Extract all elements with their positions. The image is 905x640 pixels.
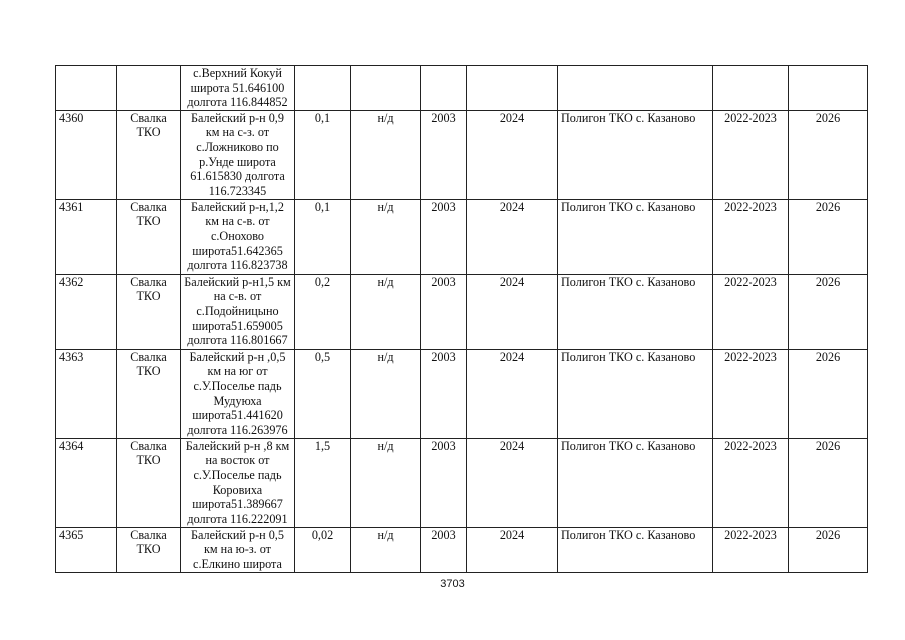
- cell-start-year: 2003: [421, 110, 467, 199]
- cell-close-year: 2024: [467, 527, 558, 572]
- cell-volume: [351, 66, 421, 111]
- table-row: [56, 527, 868, 572]
- cell-destination: Полигон ТКО с. Казаново: [558, 527, 713, 572]
- cell-area: 0,1: [295, 110, 351, 199]
- cell-end-year: 2026: [789, 438, 868, 527]
- cell-type: Свалка ТКО: [117, 349, 181, 438]
- cell-close-year: 2024: [467, 349, 558, 438]
- page-number: 3703: [440, 578, 465, 590]
- table-row: [56, 349, 868, 438]
- cell-end-year: 2026: [789, 110, 868, 199]
- cell-end-year: 2026: [789, 527, 868, 572]
- cell-id: 4365: [56, 527, 117, 572]
- cell-plan-years: 2022-2023: [713, 438, 789, 527]
- cell-plan-years: 2022-2023: [713, 199, 789, 274]
- cell-location: Балейский р-н ,8 км на восток от с.У.Поселье падь Коровиха широта51.389667 долгота 116.222091: [181, 438, 295, 527]
- cell-location: Балейский р-н 0,5 км на ю-з. от с.Елкино широта: [181, 527, 295, 572]
- cell-destination: Полигон ТКО с. Казаново: [558, 274, 713, 349]
- cell-location: Балейский р-н 0,9 км на с-з. от с.Ложниково по р.Унде широта 61.615830 долгота 116.723345: [181, 110, 295, 199]
- cell-id: 4362: [56, 274, 117, 349]
- cell-end-year: 2026: [789, 199, 868, 274]
- cell-type: Свалка ТКО: [117, 438, 181, 527]
- cell-start-year: 2003: [421, 349, 467, 438]
- cell-location: Балейский р-н1,5 км на с-в. от с.Подойницыно широта51.659005 долгота 116.801667: [181, 274, 295, 349]
- cell-area: 1,5: [295, 438, 351, 527]
- cell-type: [117, 66, 181, 111]
- cell-end-year: [789, 66, 868, 111]
- cell-id: [56, 66, 117, 111]
- cell-id: 4364: [56, 438, 117, 527]
- cell-area: 0,1: [295, 199, 351, 274]
- cell-id: 4361: [56, 199, 117, 274]
- cell-type: Свалка ТКО: [117, 527, 181, 572]
- cell-volume: н/д: [351, 527, 421, 572]
- cell-location: с.Верхний Кокуй широта 51.646100 долгота 116.844852: [181, 66, 295, 111]
- cell-close-year: [467, 66, 558, 111]
- cell-start-year: 2003: [421, 527, 467, 572]
- cell-location: Балейский р-н ,0,5 км на юг от с.У.Поселье падь Мудуюха широта51.441620 долгота 116.263976: [181, 349, 295, 438]
- cell-area: 0,5: [295, 349, 351, 438]
- cell-destination: [558, 66, 713, 111]
- cell-area: [295, 66, 351, 111]
- cell-volume: н/д: [351, 274, 421, 349]
- cell-destination: Полигон ТКО с. Казаново: [558, 199, 713, 274]
- cell-area: 0,02: [295, 527, 351, 572]
- cell-plan-years: 2022-2023: [713, 110, 789, 199]
- cell-close-year: 2024: [467, 199, 558, 274]
- cell-plan-years: [713, 66, 789, 111]
- cell-close-year: 2024: [467, 110, 558, 199]
- cell-id: 4360: [56, 110, 117, 199]
- cell-destination: Полигон ТКО с. Казаново: [558, 438, 713, 527]
- cell-start-year: 2003: [421, 274, 467, 349]
- cell-volume: н/д: [351, 438, 421, 527]
- cell-volume: н/д: [351, 199, 421, 274]
- cell-id: 4363: [56, 349, 117, 438]
- cell-type: Свалка ТКО: [117, 274, 181, 349]
- cell-end-year: 2026: [789, 349, 868, 438]
- table-row: [56, 438, 868, 527]
- cell-start-year: 2003: [421, 438, 467, 527]
- cell-volume: н/д: [351, 110, 421, 199]
- cell-end-year: 2026: [789, 274, 868, 349]
- cell-area: 0,2: [295, 274, 351, 349]
- cell-start-year: 2003: [421, 199, 467, 274]
- cell-destination: Полигон ТКО с. Казаново: [558, 349, 713, 438]
- cell-type: Свалка ТКО: [117, 199, 181, 274]
- cell-destination: Полигон ТКО с. Казаново: [558, 110, 713, 199]
- cell-start-year: [421, 66, 467, 111]
- cell-volume: н/д: [351, 349, 421, 438]
- cell-location: Балейский р-н,1,2 км на с-в. от с.Онохово широта51.642365 долгота 116.823738: [181, 199, 295, 274]
- landfill-registry-table: [55, 65, 868, 573]
- cell-type: Свалка ТКО: [117, 110, 181, 199]
- cell-close-year: 2024: [467, 438, 558, 527]
- table-row: [56, 66, 868, 111]
- table-row: [56, 110, 868, 199]
- table-row: [56, 199, 868, 274]
- cell-plan-years: 2022-2023: [713, 274, 789, 349]
- table-row: [56, 274, 868, 349]
- cell-close-year: 2024: [467, 274, 558, 349]
- cell-plan-years: 2022-2023: [713, 349, 789, 438]
- cell-plan-years: 2022-2023: [713, 527, 789, 572]
